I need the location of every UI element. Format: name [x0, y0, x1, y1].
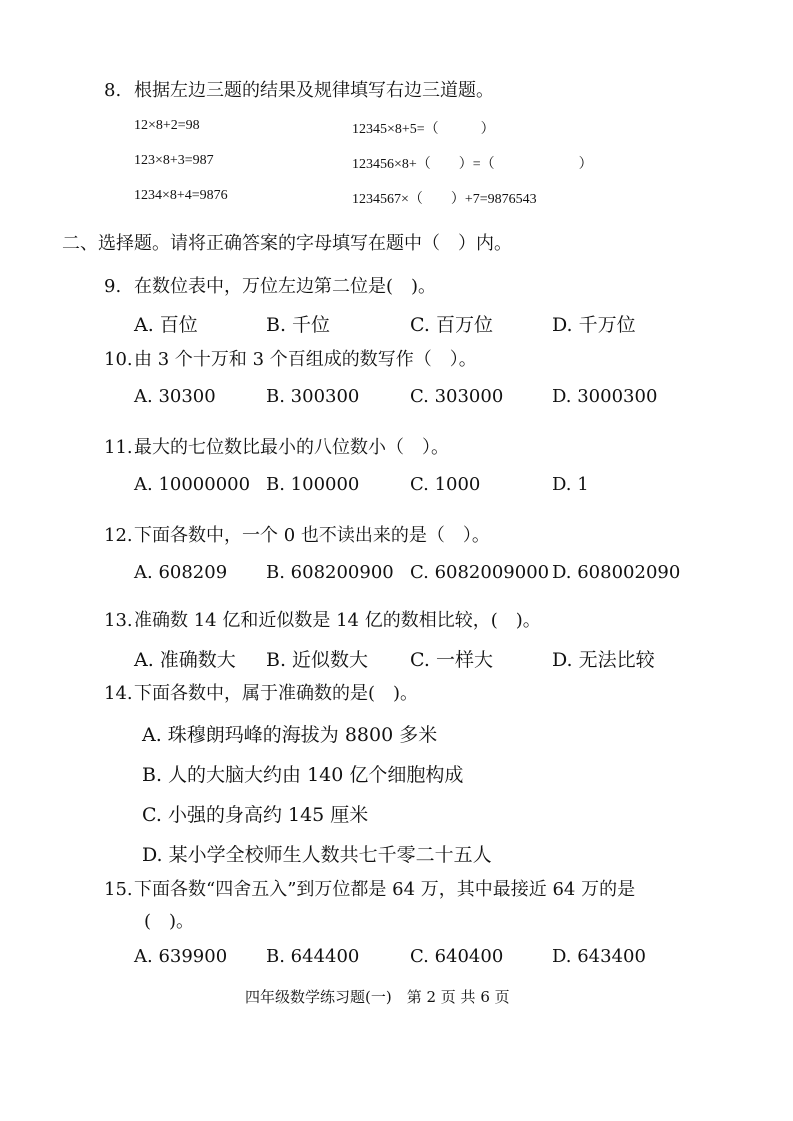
- option-a: A. 608209: [134, 562, 228, 583]
- question-text: 在数位表中，万位左边第二位是( )。: [134, 276, 437, 297]
- question-number: 8.: [104, 80, 122, 101]
- question-text: 下面各数中，一个 0 也不读出来的是（ ）。: [134, 525, 490, 546]
- option-b: B. 近似数大: [266, 649, 369, 671]
- q8-left-1: 12×8+2=98: [134, 118, 200, 133]
- question-8: [104, 76, 494, 102]
- question-9: [104, 272, 436, 298]
- question-14: [104, 679, 418, 705]
- option-c: C. 303000: [410, 386, 504, 407]
- question-text: 由 3 个十万和 3 个百组成的数写作（ ）。: [134, 349, 477, 370]
- question-number: 15.: [104, 879, 133, 900]
- option-d: D. 643400: [552, 946, 646, 967]
- page-footer: 四年级数学练习题(一) 第 2 页 共 6 页: [245, 988, 510, 1006]
- option-a: A. 639900: [134, 946, 228, 967]
- option-b: B. 300300: [266, 386, 360, 407]
- option-b: B. 千位: [266, 314, 331, 336]
- option-d: D. 某小学全校师生人数共七千零二十五人: [142, 844, 492, 866]
- option-c: C. 640400: [410, 946, 504, 967]
- option-d: D. 1: [552, 474, 589, 495]
- option-c: C. 小强的身高约 145 厘米: [142, 804, 369, 826]
- question-text: 最大的七位数比最小的八位数小（ ）。: [134, 437, 449, 458]
- question-10: [104, 345, 477, 371]
- question-number: 10.: [104, 349, 133, 370]
- option-b: B. 100000: [266, 474, 360, 495]
- option-b: B. 608200900: [266, 562, 394, 583]
- question-number: 13.: [104, 610, 133, 631]
- question-text: 下面各数中，属于准确数的是( )。: [134, 683, 419, 704]
- q8-left-3: 1234×8+4=9876: [134, 188, 228, 203]
- question-number: 9.: [104, 276, 122, 297]
- question-text: 根据左边三题的结果及规律填写右边三道题。: [134, 80, 494, 101]
- option-a: A. 百位: [134, 314, 198, 336]
- question-number: 12.: [104, 525, 133, 546]
- option-d: D. 608002090: [552, 562, 681, 583]
- question-text: 下面各数“四舍五入”到万位都是 64 万，其中最接近 64 万的是: [134, 879, 636, 900]
- question-number: 11.: [104, 437, 133, 458]
- option-a: A. 10000000: [134, 474, 251, 495]
- question-12: [104, 521, 490, 547]
- option-c: C. 百万位: [410, 314, 493, 336]
- q8-left-2: 123×8+3=987: [134, 153, 214, 168]
- option-a: A. 珠穆朗玛峰的海拔为 8800 多米: [142, 724, 438, 746]
- question-15: [104, 875, 635, 901]
- q8-right-2: 123456×8+（ ）=（ ）: [352, 157, 593, 172]
- option-d: D. 3000300: [552, 386, 658, 407]
- question-15-continuation: ( )。: [144, 911, 195, 932]
- option-d: D. 无法比较: [552, 649, 655, 671]
- option-c: C. 6082009000: [410, 562, 550, 583]
- question-13: [104, 606, 541, 632]
- question-text: 准确数 14 亿和近似数是 14 亿的数相比较，( )。: [134, 610, 541, 631]
- question-11: [104, 433, 449, 459]
- q8-right-3: 1234567×（ ）+7=9876543: [352, 192, 537, 207]
- option-c: C. 1000: [410, 474, 481, 495]
- option-a: A. 30300: [134, 386, 216, 407]
- question-number: 14.: [104, 683, 133, 704]
- option-d: D. 千万位: [552, 314, 636, 336]
- option-c: C. 一样大: [410, 649, 493, 671]
- option-b: B. 644400: [266, 946, 360, 967]
- option-a: A. 准确数大: [134, 649, 236, 671]
- section-heading: 二、选择题。请将正确答案的字母填写在题中（ ）内。: [62, 233, 512, 254]
- option-b: B. 人的大脑大约由 140 亿个细胞构成: [142, 764, 464, 786]
- q8-right-1: 12345×8+5=（ ）: [352, 122, 495, 137]
